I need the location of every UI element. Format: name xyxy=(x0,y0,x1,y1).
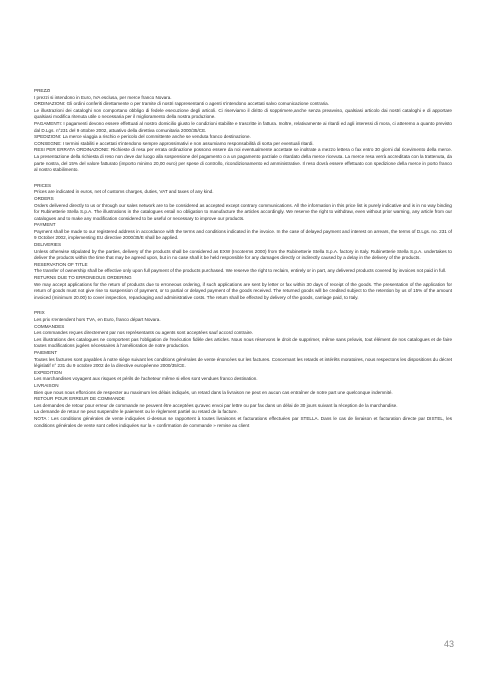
paragraph: CONSEGNE: I termini stabiliti e accettati s'intendono sempre approssimativi e non assumiamo responsabilità di sorta per eventuali ritardi. xyxy=(34,140,314,146)
section-heading: COMMANDES xyxy=(34,323,65,329)
section-french xyxy=(34,310,452,429)
section-heading: RESERVATION OF TITLE xyxy=(34,261,88,267)
paragraph: Payment shall be made to our registered address in accordance with the terms and conditions indicated in the invoice. In the case of delayed payment and interest on arrears, the terms of D.Lgs. no. 231 of 9 October 2002, implementing EU directive 2000/35/E shall be applied. xyxy=(34,228,452,241)
section-heading: PAIEMENT xyxy=(34,349,58,355)
section-italian xyxy=(34,88,452,174)
paragraph: I prezzi si intendono in Euro, IVA esclusa, per merce franco Novara. xyxy=(34,94,172,100)
paragraph: Les commandes reçues directement par nos représentants ou agents sont acceptées sauf accord contraire. xyxy=(34,330,254,336)
section-heading: RETURNS DUE TO ERRONEOUS ORDERING xyxy=(34,275,132,281)
section-heading: EXPEDITION xyxy=(34,369,62,375)
paragraph: Les marchandises voyagent aux risques et périls de l'acheteur même si elles sont vendues franco destination. xyxy=(34,376,258,382)
paragraph: SPEDIZIONI: La merce viaggia a rischio e pericolo del committente anche se venduta franco destinazione. xyxy=(34,134,251,140)
section-heading: LIVRAISON xyxy=(34,382,59,388)
paragraph: The transfer of ownership shall be effective only upon full payment of the products purchased. We reserve the right to reclaim, entirely or in part, any delivered products covered by invoices not paid in full. xyxy=(34,268,447,274)
paragraph: Bien que nous nous efforcions de respecter au maximum les délais indiqués, un retard dans la livraison ne peut en aucun cas entraîner de notre part une quelconque indemnité. xyxy=(34,389,393,395)
paragraph: Orders delivered directly to us or through our sales network are to be considered as accepted except contrary communications. All the information in this price list is purely indicative and is in no way binding for Rubinetterie Stella S.p.A. The illustrations in the catalogues entail no obligation to manufacture the articles accordingly. We reserve the right to withdraw, even without prior warning, any article from our catalogues and to make any modification considered to be useful or necessary to improve our products. xyxy=(34,202,452,221)
paragraph: We may accept applications for the return of products due to erroneous ordering, if such applications are sent by letter or fax within 30 days of receipt of the goods. The presentation of the application for return of goods must not give rise to suspension of payment, or to partial or delayed payment of the goods received. The returned goods will be credited subject to the retention by us of 15% of the amount invoiced (minimum 20.00) to cover inspection, repackaging and administrative costs. The return shall be effected by delivery of the goods, carriage paid, to Italy. xyxy=(34,281,452,300)
section-heading: PREZZI xyxy=(34,88,51,93)
section-heading: RETOUR POUR ERREUR DE COMMANDE xyxy=(34,396,125,402)
paragraph: PAGAMENTI: I pagamenti devono essere effettuati al nostro domicilio giusto le condizioni stabilite e trascritte in fattura. Inoltre, relativamente ai ritardi ed agli interessi di mora, ci atteremo a quanto previsto dal D.Lgs. n°231 del 9 ottobre 2002, attuativo della direttiva comunitaria 2000/35/CE. xyxy=(34,120,452,133)
section-heading: PRICES xyxy=(34,182,52,188)
paragraph: Prices are indicated in euros, net of customs charges, duties, VAT and taxes of any kind. xyxy=(34,189,214,195)
section-english xyxy=(34,183,452,302)
page-number: 43 xyxy=(443,639,454,649)
paragraph: Toutes les factures sont payables à notre siège suivant les conditions générales de vente énoncées sur les factures. Concernant les retards et intérêts moratoires, nous respectons les dispositions du décret législatif n° 231 du 9 octobre 2002 de la directive européenne 2000/35/CE. xyxy=(34,356,452,369)
paragraph: Unless otherwise stipulated by the parties, delivery of the products shall be considered as EXW (Incoterms 2000) from the Rubinetterie Stella S.p.A. factory in Italy. Rubinetterie Stella S.p.A. undertakes to deliver the products within the time that may be agreed upon, but in no case shall it be held responsible for any damages directly or indirectly caused by a delay in the delivery of the products. xyxy=(34,248,452,261)
paragraph: Le illustrazioni dei cataloghi non comportano obbligo di fedele esecuzione degli articoli. Ci riserviamo il diritto di sopprimere,anche senza preavviso, qualsiasi articolo dai nostri cataloghi e di apportare qualsiasi modifica ritenuta utile o necessaria per il miglioramento della nostra produzione. xyxy=(34,107,452,120)
section-heading: PAYMENT xyxy=(34,222,56,228)
paragraph: NOTA : Les conditions générales de vente indiquées ci-dessus se rapportent à toutes livraisons et facturations effectuées par STELLA. Dans le cas de livraison et facturation directe par DISTEL, les conditions générales de vente sont celles indiquées sur la « confirmation de commande » remise au client xyxy=(34,415,452,428)
section-heading: ORDERS xyxy=(34,195,54,201)
paragraph: Les demandes de retour pour erreur de commande ne peuvent être acceptées qu'avec envoi par lettre ou par fax dans un délai de 30 jours suivant la réception de la marchandise. xyxy=(34,402,398,408)
paragraph: RESI PER ERRATA ORDINAZIONE: Richieste di resa per errata ordinazione possono essere da noi eventualmente accettate se inoltrate a mezzo lettera o fax entro 30 giorni dal ricevimento della merce. La presentazione della richiesta di reso non deve dar luogo alla sospensione del pagamento o a un pagamento parziale o ritardato della merce ricevuta. La merce resa verrà accreditata con la trattenuta, da parte nostra, del 15% del valore fatturato (importo minimo 20,00 euro) per spese di controllo, ricondizionamento ed amministrative. Il reso dovrà essere effettuato con spedizione della merce in porto franco al nostro stabilimento. xyxy=(34,147,452,173)
paragraph: Les illustrations des catalogues ne comportent pas l'obligation de l'exécution fidèle des articles. Nous nous réservons le droit de supprimer, même sans préavis, tout élément de nos catalogues et de faire toutes modifications jugées nécessaires à l'amélioration de notre production. xyxy=(34,336,452,349)
paragraph: La demande de retour ne peut suspendre le paiement ou le règlement partiel ou retard de la facture. xyxy=(34,409,238,415)
section-heading: PRIX xyxy=(34,310,45,316)
conditions-of-sale xyxy=(34,88,452,438)
paragraph: Les prix s'entendent hors TVA, en Euro, franco départ Novara. xyxy=(34,317,161,322)
section-heading: DELIVERIES xyxy=(34,242,62,248)
paragraph: ORDINAZIONI: Gli ordini conferiti direttamente o per tramite di nostri rappresentanti o agenti s'intendono accettati salvo comunicazione contraria. xyxy=(34,101,330,107)
